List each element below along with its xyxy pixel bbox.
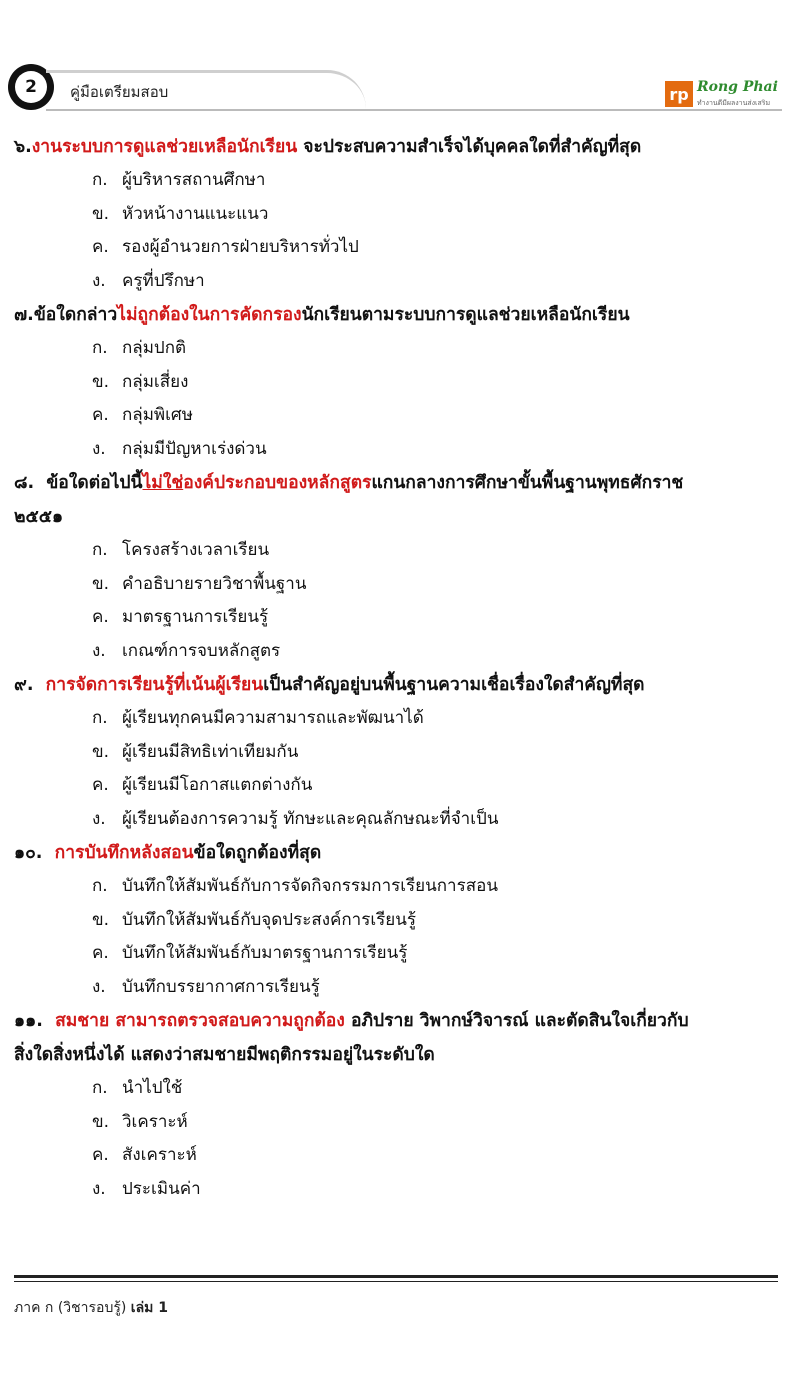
option-c: ค. ผู้เรียนมีโอกาสแตกต่างกัน: [92, 775, 313, 795]
question-number: ๘.: [14, 473, 35, 493]
option-a: ก. นำไปใช้: [92, 1078, 183, 1098]
question-text: [14, 836, 782, 870]
page-header: [0, 0, 800, 120]
question-rest: เป็นสำคัญอยู่บนพื้นฐานความเชื่อเรื่องใดสำคัญที่สุด: [263, 675, 645, 695]
option-b: ข. คำอธิบายรายวิชาพื้นฐาน: [92, 573, 307, 594]
rong-phai-logo: [665, 76, 785, 108]
question-lead: ข้อใดกล่าว: [33, 305, 118, 325]
question-text: [14, 130, 782, 164]
question-rest: นักเรียนตามระบบการดูแลช่วยเหลือนักเรียน: [301, 305, 630, 325]
question-number: ๖.: [14, 137, 32, 157]
option-c: ค. รองผู้อำนวยการฝ่ายบริหารทั่วไป: [92, 237, 359, 257]
page-footer: [14, 1297, 168, 1319]
option-b: ข. กลุ่มเสี่ยง: [92, 371, 189, 392]
question-number: ๑๐.: [14, 843, 43, 863]
option-a: ก. โครงสร้างเวลาเรียน: [92, 540, 270, 560]
question-highlight: ไม่ถูกต้องในการคัดกรอง: [117, 305, 302, 325]
option-a: ก. บันทึกให้สัมพันธ์กับการจัดกิจกรรมการเรียนการสอน: [92, 876, 498, 896]
question-text-line2: ๒๕๕๑: [14, 507, 64, 527]
option-d: ง. ประเมินค่า: [92, 1178, 201, 1199]
option-d: ง. ครูที่ปรึกษา: [92, 270, 205, 291]
option-a: ก. ผู้บริหารสถานศึกษา: [92, 170, 266, 190]
question-lead: ข้อใดต่อไปนี้: [46, 473, 143, 493]
question-rest: จะประสบความสำเร็จได้บุคคลใดที่สำคัญที่สุด: [297, 137, 642, 157]
option-b: ข. ผู้เรียนมีสิทธิเท่าเทียมกัน: [92, 741, 299, 762]
page-number: 2: [15, 71, 47, 103]
option-d: ง. เกณฑ์การจบหลักสูตร: [92, 640, 281, 661]
option-d: ง. ผู้เรียนต้องการความรู้ ทักษะและคุณลักษณะที่จำเป็น: [92, 808, 499, 829]
option-b: ข. บันทึกให้สัมพันธ์กับจุดประสงค์การเรียนรู้: [92, 909, 417, 930]
logo-tagline: ทำงานดีมีผลงานส่งเสริม: [697, 99, 771, 107]
question-text: [14, 298, 782, 332]
question-list: [14, 130, 782, 1206]
question-7: [14, 298, 782, 466]
option-a: ก. ผู้เรียนทุกคนมีความสามารถและพัฒนาได้: [92, 708, 424, 728]
option-c: ค. มาตรฐานการเรียนรู้: [92, 607, 269, 627]
footer-divider-thin: [14, 1281, 778, 1282]
footer-divider-thick: [14, 1275, 778, 1278]
question-number: ๗.: [14, 305, 34, 325]
question-text: [14, 668, 782, 702]
question-text-line2: สิ่งใดสิ่งหนึ่งได้ แสดงว่าสมชายมีพฤติกรรมอยู่ในระดับใด: [14, 1045, 435, 1065]
option-d: ง. บันทึกบรรยากาศการเรียนรู้: [92, 976, 320, 997]
question-highlight: สมชาย สามารถตรวจสอบความถูกต้อง: [55, 1011, 345, 1031]
option-b: ข. วิเคราะห์: [92, 1111, 188, 1132]
option-c: ค. สังเคราะห์: [92, 1145, 197, 1165]
question-6: [14, 130, 782, 298]
footer-volume: เล่ม 1: [130, 1300, 168, 1316]
option-b: ข. หัวหน้างานแนะแนว: [92, 203, 269, 224]
question-10: [14, 836, 782, 1004]
question-rest: อภิปราย วิพากษ์วิจารณ์ และตัดสินใจเกี่ยวกับ: [344, 1011, 689, 1031]
logo-name: Rong Phai: [697, 79, 778, 95]
header-divider: [46, 109, 782, 111]
question-8: [14, 466, 782, 668]
header-title: คู่มือเตรียมสอบ: [70, 83, 169, 101]
option-d: ง. กลุ่มมีปัญหาเร่งด่วน: [92, 438, 267, 459]
question-text: [14, 466, 782, 500]
question-11: [14, 1004, 782, 1206]
question-9: [14, 668, 782, 836]
question-text: [14, 1004, 782, 1038]
option-c: ค. กลุ่มพิเศษ: [92, 405, 193, 425]
option-a: ก. กลุ่มปกติ: [92, 338, 187, 358]
question-highlight: การจัดการเรียนรู้ที่เน้นผู้เรียน: [45, 675, 264, 695]
question-highlight-underlined: ไม่ใช่: [142, 473, 184, 493]
question-highlight: การบันทึกหลังสอน: [54, 843, 194, 863]
question-highlight: งานระบบการดูแลช่วยเหลือนักเรียน: [31, 137, 298, 157]
question-highlight: องค์ประกอบของหลักสูตร: [183, 473, 372, 493]
question-number: ๑๑.: [14, 1011, 43, 1031]
question-rest: แกนกลางการศึกษาขั้นพื้นฐานพุทธศักราช: [371, 473, 684, 493]
logo-mark: rp: [665, 81, 693, 107]
question-number: ๙.: [14, 675, 34, 695]
footer-section: ภาค ก (วิชารอบรู้): [14, 1300, 127, 1316]
question-rest: ข้อใดถูกต้องที่สุด: [193, 843, 322, 863]
option-c: ค. บันทึกให้สัมพันธ์กับมาตรฐานการเรียนรู้: [92, 943, 408, 963]
